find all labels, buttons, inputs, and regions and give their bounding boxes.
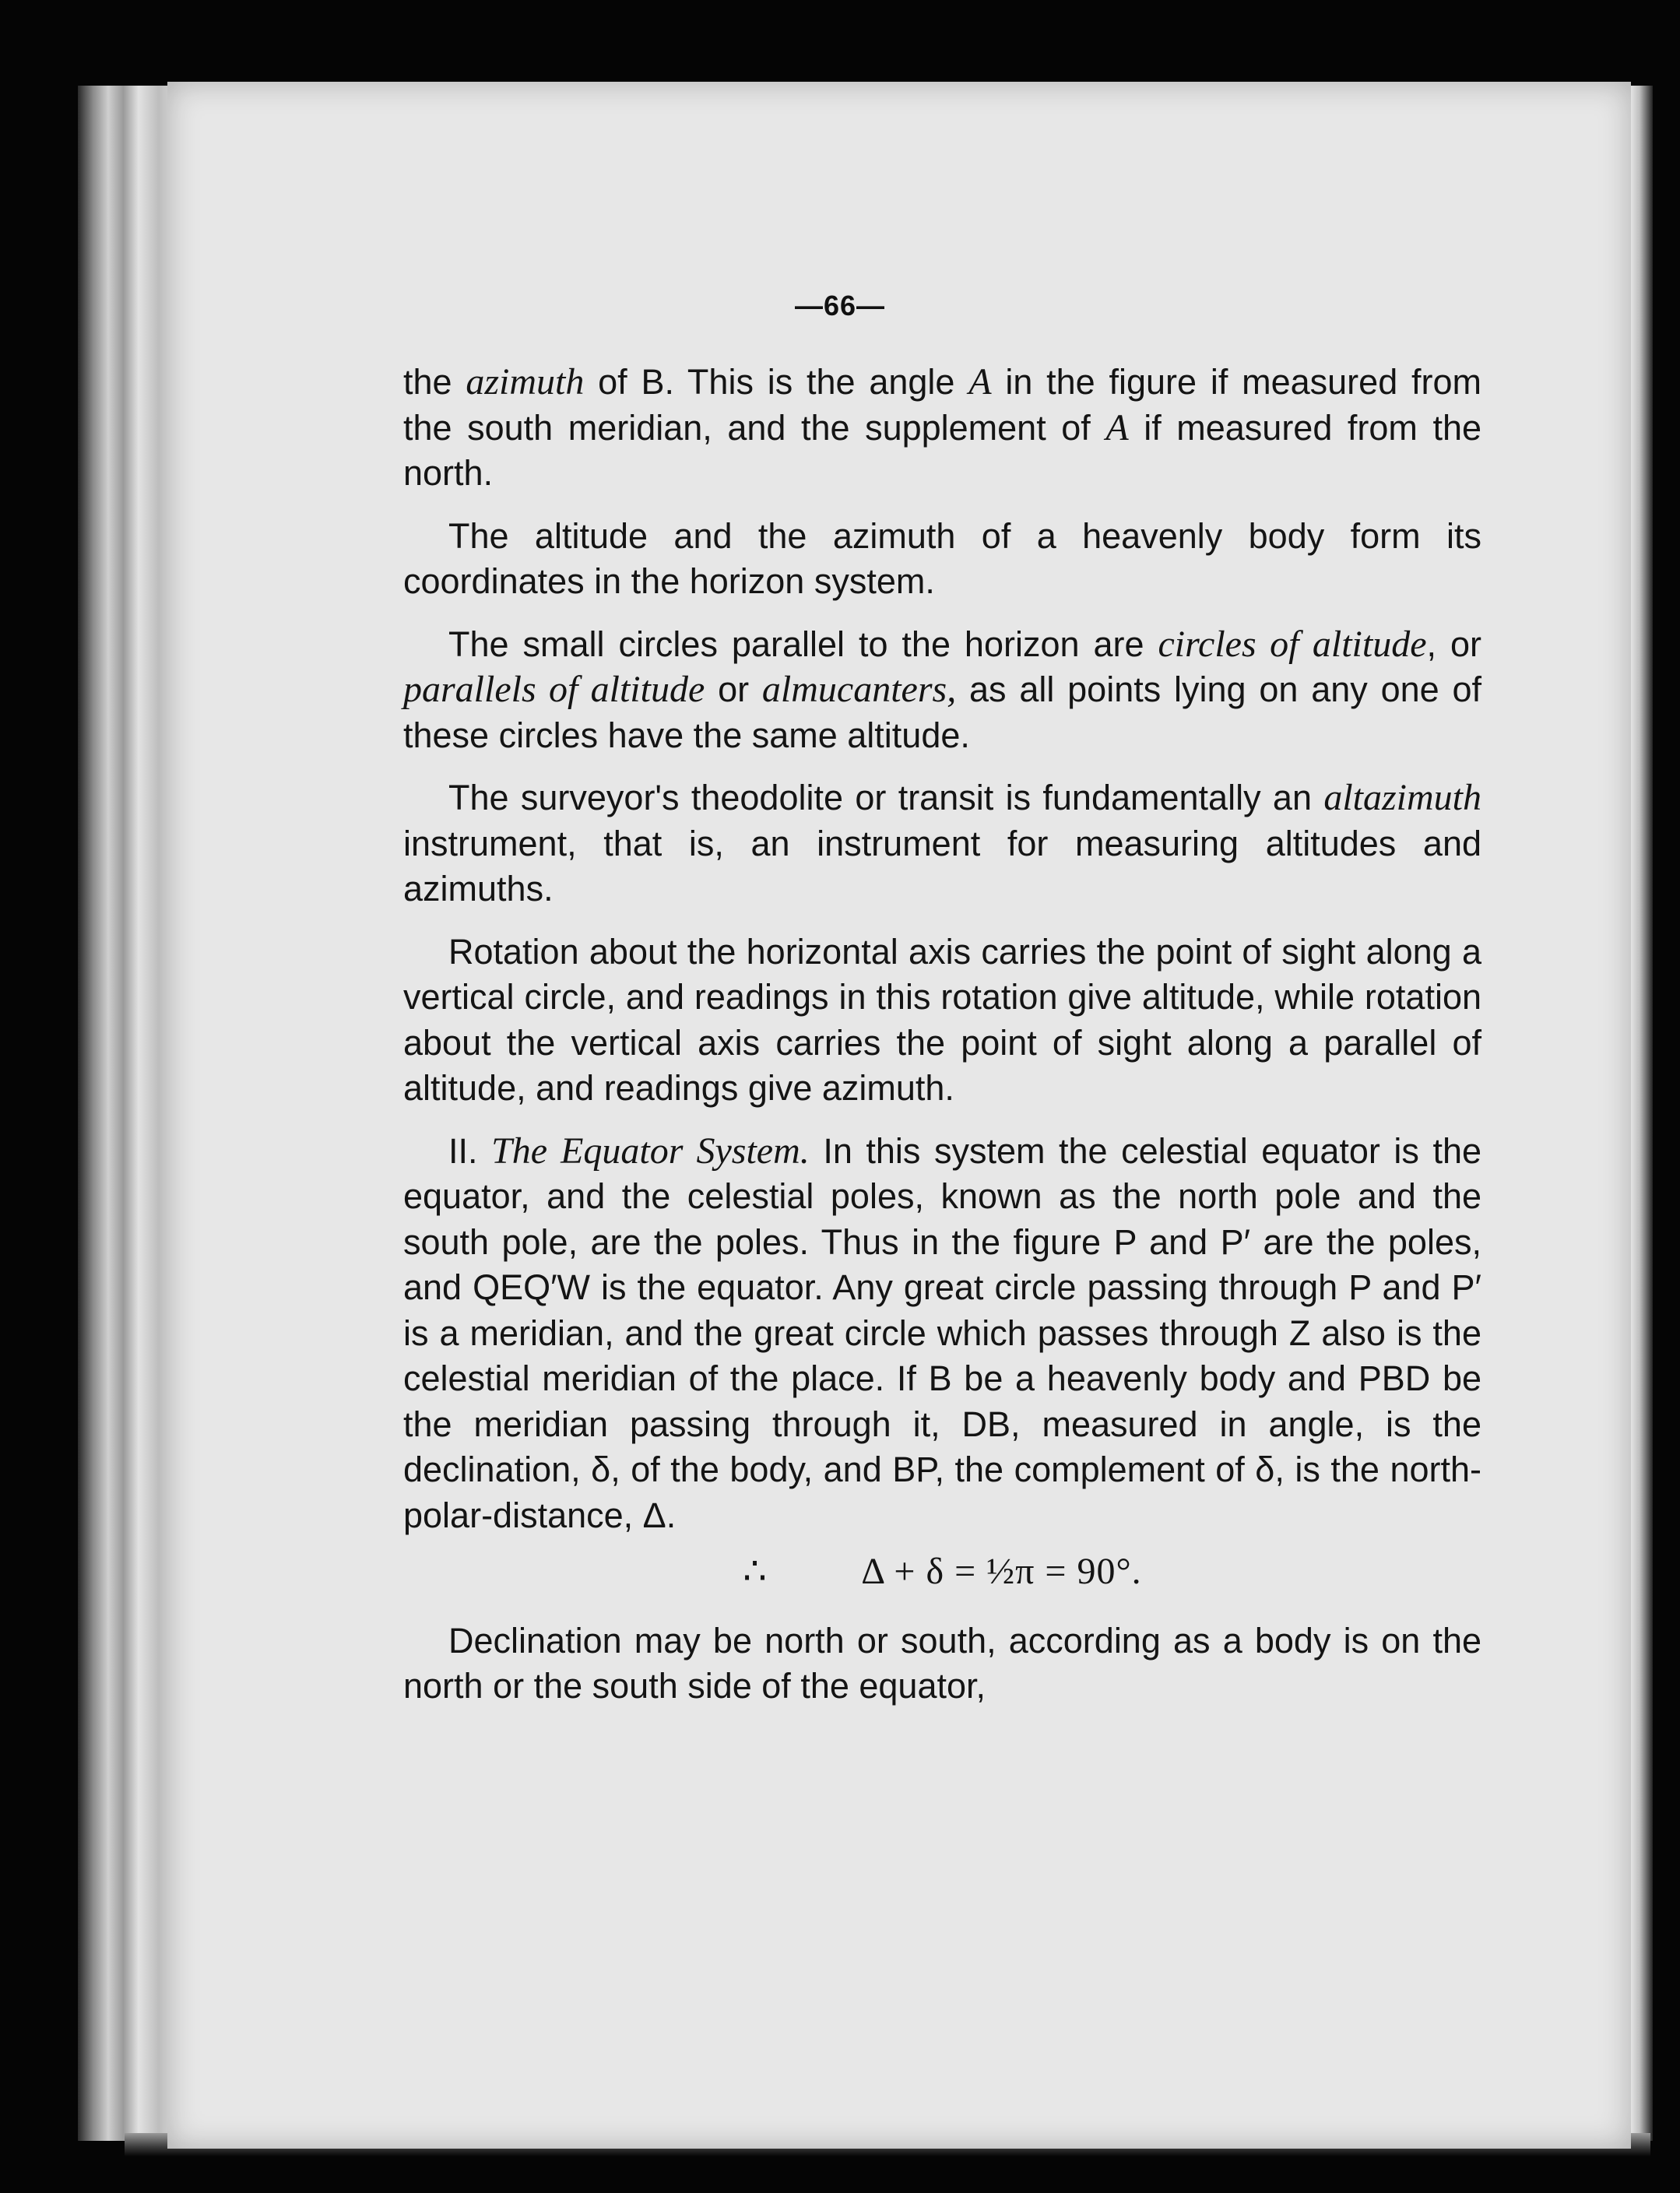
page-number: —66— (794, 290, 886, 322)
paragraph: The small circles parallel to the horizon are circles of altitude, or parallels of altitude or almucanters, as all points lying on any one of these circles have the same altitude. (403, 623, 1482, 755)
formula (403, 1549, 1481, 1595)
body-text (403, 360, 1481, 1727)
paragraph: Rotation about the horizontal axis carries the point of sight along a vertical circle, and readings in this rotation give altitude, while rotation about the vertical axis carries the point of sight along a parallel of altitude, and readings give azimuth. (403, 931, 1481, 1108)
paragraph: The altitude and the azimuth of a heavenly body form its coordinates in the horizon system. (403, 515, 1481, 601)
italic-term: azimuth (466, 361, 585, 402)
book-spine-edge (78, 86, 179, 2141)
italic-term: circles of altitude (1158, 623, 1427, 665)
italic-term: altazimuth (1323, 777, 1481, 818)
italic-term: parallels of altitude (403, 669, 705, 710)
page-right-edge (1631, 86, 1653, 2141)
paragraph: Declination may be north or south, according as a body is on the north or the south side of the equator, (403, 1620, 1481, 1706)
italic-term: The Equator System. (491, 1130, 810, 1172)
formula-expression: Δ + δ = ½π = 90°. (861, 1551, 1142, 1592)
paragraph: the azimuth of B. This is the angle A in the figure if measured from the south meridian, and the supplement of A if measured from the north. (403, 361, 1482, 493)
italic-term: A (968, 361, 992, 402)
italic-term: A (1105, 406, 1129, 448)
paragraph: The surveyor's theodolite or transit is fundamentally an altazimuth instrument, that is, an instrument for measuring altitudes and azimuths. (403, 777, 1481, 908)
paragraph: II. The Equator System. In this system the celestial equator is the equator, and the celestial poles, known as the north pole and the south pole, are the poles. Thus in the figure P and P′ are the poles, and QEQ′W is the equator. Any great circle passing through P and P′ is a meridian, and the great circle which passes through Z also is the celestial meridian of the place. If B be a heavenly body and PBD be the meridian passing through it, DB, measured in angle, is the declination, δ, of the body, and BP, the complement of δ, is the north-polar-distance, Δ. (403, 1130, 1482, 1535)
therefore-symbol: ∴ (743, 1551, 768, 1592)
italic-term: almucanters, (761, 669, 957, 710)
